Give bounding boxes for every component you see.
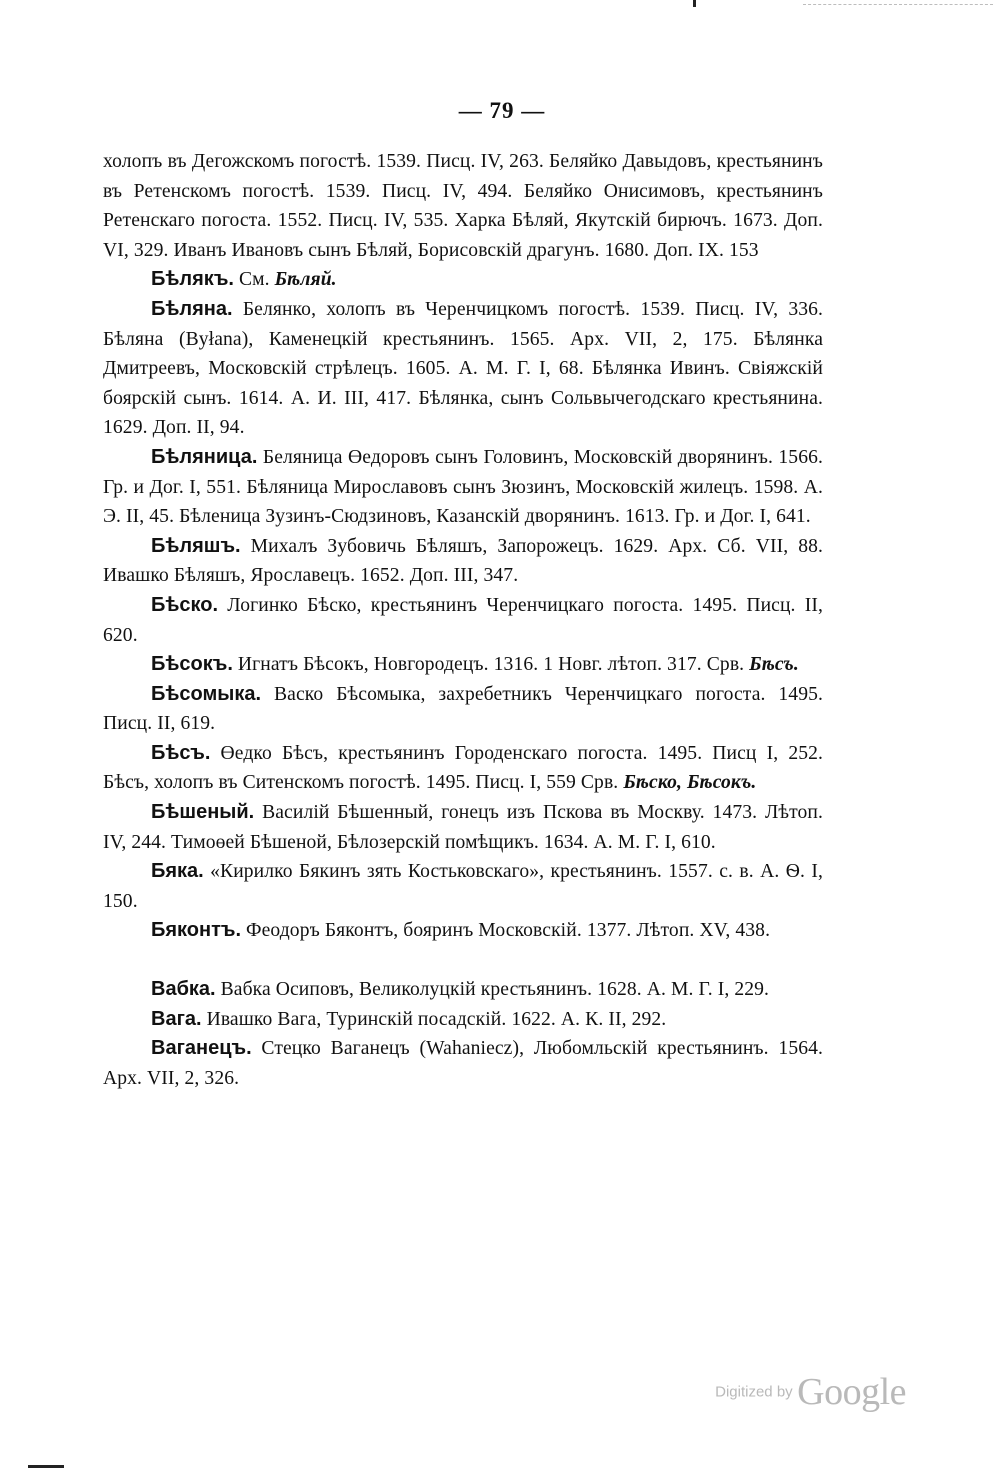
cross-reference: Бѣляй. xyxy=(274,269,337,291)
entry-bes: Бѣсъ. Өедко Бѣсъ, крестьянинъ Городенскаго погоста. 1495. Писц I, 252. Бѣсъ, холопъ въ Ситенскомъ погостѣ. 1495. Писц. I, 559 Срв. Бѣско, Бѣсокъ. xyxy=(103,741,824,794)
page-number: — 79 — xyxy=(458,98,546,123)
cross-reference: Бѣсъ. xyxy=(749,654,799,676)
watermark-caption: Digitized by xyxy=(715,1383,793,1401)
entry-continuation: холопъ въ Дегожскомъ погостѣ. 1539. Писц. IV, 263. Беляйко Давыдовъ, крестьянинъ въ Ретенскомъ погостѣ. 1539. Писц. IV, 494. Беляйко Онисимовъ, крестьянинъ Ретенскаго погоста. 1552. Писц. IV, 535. Харка Бѣляй, Якутскій бирючъ. 1673. Доп. VI, 329. Иванъ Ивановъ сынъ Бѣляй, Борисовскій драгунъ. 1680. Доп. IX. 153 xyxy=(103,151,823,261)
headword: Вабка. xyxy=(151,978,216,1001)
scan-edge-line xyxy=(803,4,993,5)
cross-reference: Бѣско, Бѣсокъ. xyxy=(623,772,757,794)
headword: Ваганецъ. xyxy=(151,1037,252,1060)
entry-besomyka: Бѣсомыка. Васко Бѣсомыка, захребетникъ Черенчицкаго погоста. 1495. Писц. II, 619. xyxy=(103,682,823,735)
entry-beliana: Бѣляна. Белянко, холопъ въ Черенчицкомъ погостѣ. 1539. Писц. IV, 336. Бѣляна (Byłana), Каменецкій крестьянинъ. 1565. Арх. VII, 2, 175. Бѣлянка Дмитреевъ, Московскій стрѣлецъ. 1605. А. М. Г. I, 68. Бѣлянка Ивинъ. Свіяжскій боярскій сынъ. 1614. А. И. III, 417. Бѣлянка, сынъ Сольвычегодскаго крестьянина. 1629. Доп. II, 94. xyxy=(103,297,824,439)
entry-byakont: Бяконтъ. Феодоръ Бяконтъ, бояринъ Московскій. 1377. Лѣтоп. XV, 438. xyxy=(151,919,771,942)
headword: Бѣляна. xyxy=(151,297,233,320)
entry-beliash: Бѣляшъ. Михалъ Зубовичь Бѣляшъ, Запорожецъ. 1629. Арх. Сб. VII, 88. Ивашко Бѣляшъ, Ярославецъ. 1652. Доп. III, 347. xyxy=(103,534,823,587)
entry-vaga: Вага. Ивашко Вага, Туринскій посадскій. 1622. А. К. II, 292. xyxy=(151,1007,667,1030)
headword: Бѣлякъ. xyxy=(151,268,234,291)
headword: Бѣсомыка. xyxy=(151,682,262,705)
entry-beliak: Бѣлякъ. См. Бѣляй. xyxy=(151,268,337,291)
headword: Бѣшеный. xyxy=(151,801,255,824)
entry-byaka: Бяка. «Кирилко Бякинъ зять Костьковскаго», крестьянинъ. 1557. с. в. А. Ѳ. I, 150. xyxy=(103,860,824,912)
headword: Бѣсъ. xyxy=(151,741,211,764)
scan-mark-top xyxy=(693,0,696,7)
headword: Бяконтъ. xyxy=(151,919,242,942)
google-logo: Google xyxy=(797,1371,906,1413)
headword: Бѣско. xyxy=(151,593,219,616)
headword: Вага. xyxy=(151,1007,202,1030)
entry-belianitsa: Бѣляница. Беляница Өедоровъ сынъ Головинъ, Московскій дворянинъ. 1566. Гр. и Дог. I, 551. Бѣляница Мирославовъ сынъ Зюзинъ, Московскій жилецъ. 1598. А. Э. II, 45. Бѣленица Зузинъ-Сюдзиновъ, Казанскій дворянинъ. 1613. Гр. и Дог. I, 641. xyxy=(103,445,823,528)
headword: Бѣляшъ. xyxy=(151,534,241,557)
scan-mark-bottom xyxy=(28,1465,64,1468)
dictionary-text xyxy=(103,147,823,1093)
entry-besko: Бѣско. Логинко Бѣско, крестьянинъ Черенчицкаго погоста. 1495. Писц. II, 620. xyxy=(103,593,823,646)
entry-vabka: Вабка. Вабка Осиповъ, Великолуцкій крестьянинъ. 1628. А. М. Г. I, 229. xyxy=(151,978,770,1001)
entry-besok: Бѣсокъ. Игнатъ Бѣсокъ, Новгородецъ. 1316. 1 Новг. лѣтоп. 317. Срв. Бѣсъ. xyxy=(151,653,799,676)
headword: Бѣсокъ. xyxy=(151,653,233,676)
digitized-watermark xyxy=(715,1370,906,1414)
headword: Бѣляница. xyxy=(151,445,258,468)
entry-besheny: Бѣшеный. Василій Бѣшенный, гонецъ изъ Пскова въ Москву. 1473. Лѣтоп. IV, 244. Тимоөей Бѣшеной, Бѣлозерскій помѣщикъ. 1634. А. М. Г. I, 610. xyxy=(103,801,824,853)
headword: Бяка. xyxy=(151,860,204,883)
entry-vaganets: Ваганецъ. Стецко Ваганецъ (Wahaniecz), Любомльскій крестьянинъ. 1564. Арх. VII, 2, 326. xyxy=(103,1037,824,1089)
